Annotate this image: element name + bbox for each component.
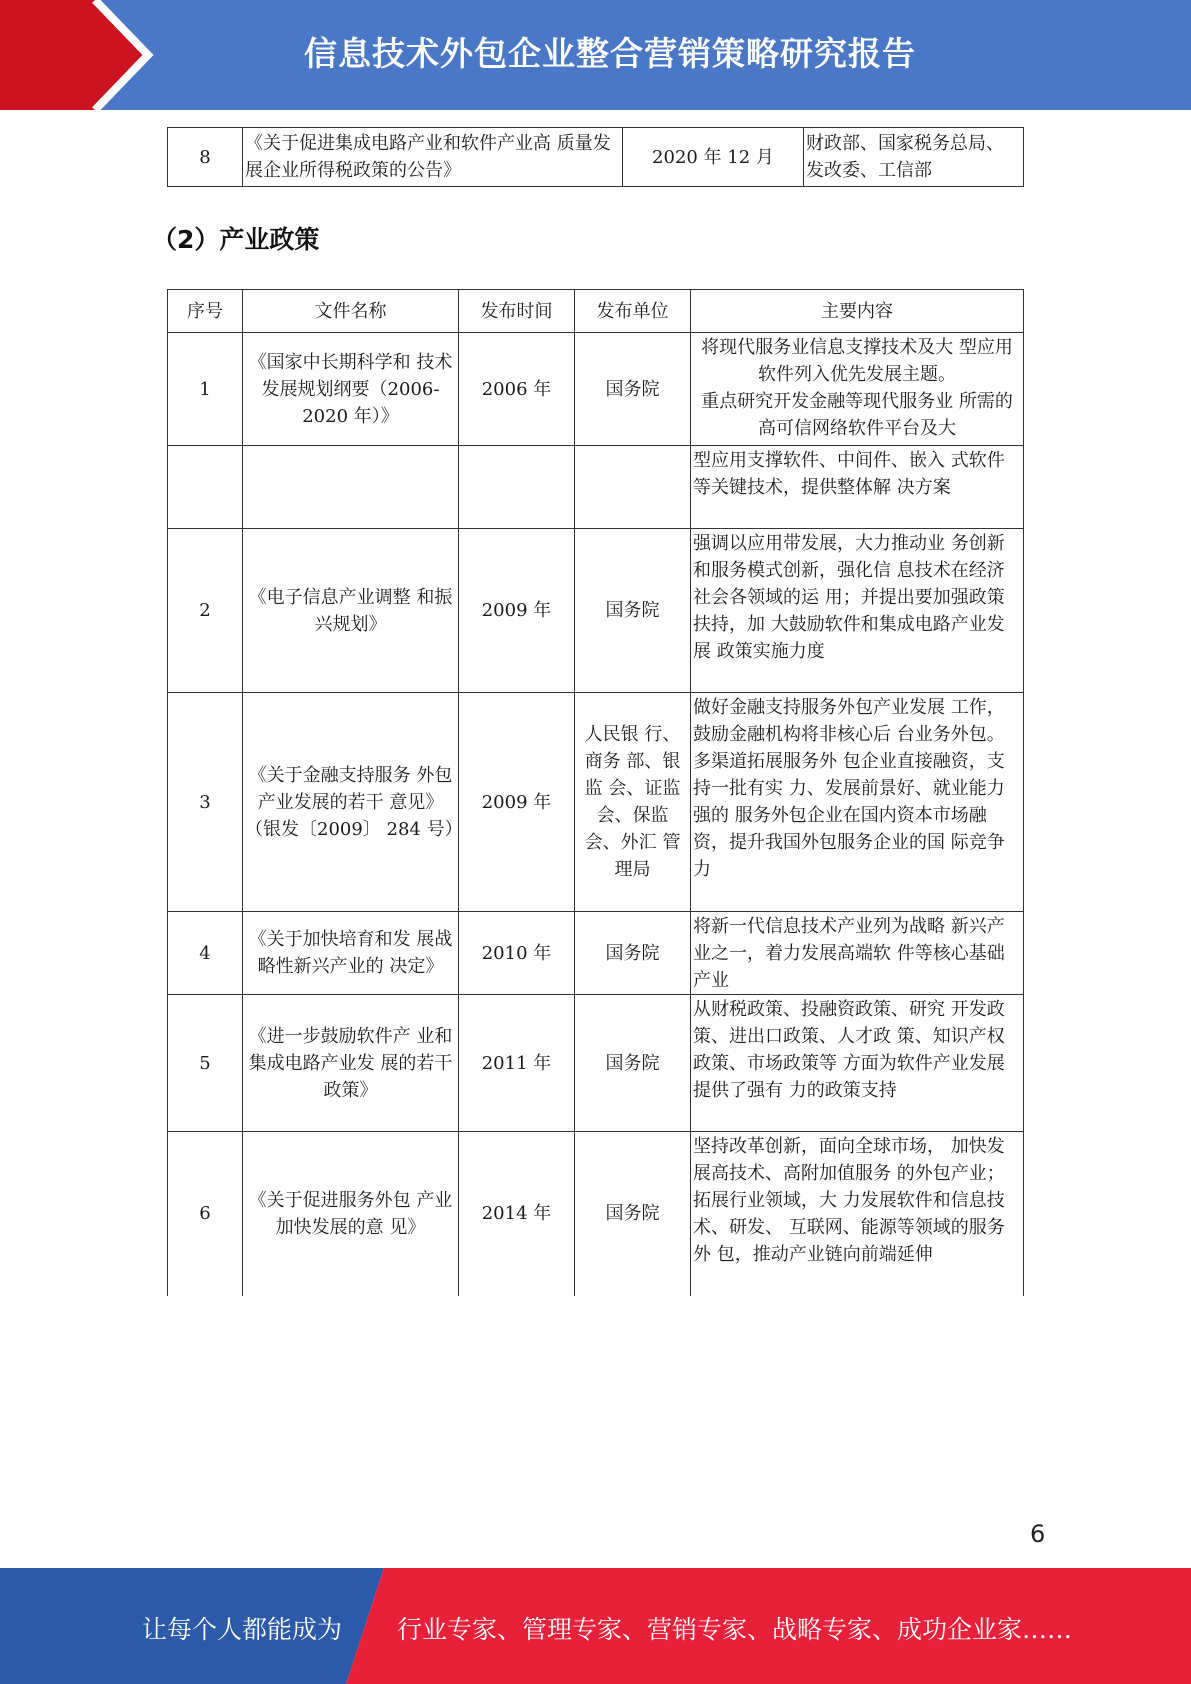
release-date: 2011 年 xyxy=(459,995,575,1132)
table-row xyxy=(168,333,1024,446)
table-row xyxy=(168,1132,1024,1296)
issuing-agency: 国务院 xyxy=(575,333,691,446)
industry-policy-table xyxy=(167,289,1024,1296)
main-content: 坚持改革创新，面向全球市场， 加快发展高技术、高附加值服务 的外包产业；拓展行业领域，大 力发展软件和信息技术、研发、 互联网、能源等领域的服务外 包，推动产业链向前端延伸 xyxy=(691,1132,1024,1296)
tax-policy-table-continuation xyxy=(167,127,1024,187)
row-number xyxy=(168,446,243,529)
page-footer xyxy=(0,1568,1191,1684)
page-number: 6 xyxy=(1030,1520,1046,1548)
document-name: 《进一步鼓励软件产 业和集成电路产业发 展的若干政策》 xyxy=(243,995,459,1132)
table-row xyxy=(168,446,1024,529)
issuing-agency: 国务院 xyxy=(575,995,691,1132)
document-name xyxy=(243,446,459,529)
header-chevron-decoration xyxy=(0,0,200,110)
document-name: 《国家中长期科学和 技术发展规划纲要（2006-2020 年）》 xyxy=(243,333,459,446)
issuing-agency: 人民银 行、商务 部、银监 会、证监 会、保监 会、外汇 管理局 xyxy=(575,693,691,912)
header-name: 文件名称 xyxy=(243,290,459,333)
release-date: 2010 年 xyxy=(459,912,575,995)
row-number: 2 xyxy=(168,529,243,693)
issuing-agency: 国务院 xyxy=(575,1132,691,1296)
main-content: 做好金融支持服务外包产业发展 工作，鼓励金融机构将非核心后 台业务外包。多渠道拓展服务外 包企业直接融资，支持一批有实 力、发展前景好、就业能力强的 服务外包企业在国内资本市场融 资，提升我国外包服务企业的国 际竞争力 xyxy=(691,693,1024,912)
release-date: 2020 年 12 月 xyxy=(623,128,804,187)
table-header-row xyxy=(168,290,1024,333)
header-content: 主要内容 xyxy=(691,290,1024,333)
row-number: 6 xyxy=(168,1132,243,1296)
release-date: 2006 年 xyxy=(459,333,575,446)
release-date: 2014 年 xyxy=(459,1132,575,1296)
release-date: 2009 年 xyxy=(459,693,575,912)
document-name: 《电子信息产业调整 和振兴规划》 xyxy=(243,529,459,693)
report-title: 信息技术外包企业整合营销策略研究报告 xyxy=(304,34,916,73)
row-number: 5 xyxy=(168,995,243,1132)
page-header xyxy=(0,0,1191,110)
main-content-part: 将现代服务业信息支撑技术及大 型应用软件列入优先发展主题。 xyxy=(701,337,1013,385)
footer-slogan-right: 行业专家、管理专家、营销专家、战略专家、成功企业家…… xyxy=(397,1615,1073,1644)
row-number: 1 xyxy=(168,333,243,446)
row-number: 4 xyxy=(168,912,243,995)
table-row xyxy=(168,912,1024,995)
footer-slogan-left: 让每个人都能成为 xyxy=(142,1615,343,1644)
issuing-agency: 财政部、国家税务总局、发改委、工信部 xyxy=(804,128,1024,187)
row-number: 3 xyxy=(168,693,243,912)
header-no: 序号 xyxy=(168,290,243,333)
issuing-agency: 国务院 xyxy=(575,529,691,693)
main-content-part: 重点研究开发金融等现代服务业 所需的高可信网络软件平台及大 xyxy=(701,391,1013,439)
main-content xyxy=(691,333,1024,446)
document-name: 《关于金融支持服务 外包产业发展的若干 意见》（银发〔2009〕 284 号） xyxy=(243,693,459,912)
table-row xyxy=(168,529,1024,693)
release-date: 2009 年 xyxy=(459,529,575,693)
section-heading-industry-policy: （2）产业政策 xyxy=(152,225,320,254)
table-row xyxy=(168,128,1024,187)
document-name: 《关于促进集成电路产业和软件产业高 质量发展企业所得税政策的公告》 xyxy=(243,128,623,187)
main-content: 型应用支撑软件、中间件、嵌入 式软件等关键技术，提供整体解 决方案 xyxy=(691,446,1024,529)
release-date xyxy=(459,446,575,529)
row-number: 8 xyxy=(168,128,243,187)
document-name: 《关于加快培育和发 展战略性新兴产业的 决定》 xyxy=(243,912,459,995)
main-content: 从财税政策、投融资政策、研究 开发政策、进出口政策、人才政 策、知识产权政策、市场政策等 方面为软件产业发展提供了强有 力的政策支持 xyxy=(691,995,1024,1132)
table-row xyxy=(168,995,1024,1132)
header-issuer: 发布单位 xyxy=(575,290,691,333)
main-content: 将新一代信息技术产业列为战略 新兴产业之一，着力发展高端软 件等核心基础产业 xyxy=(691,912,1024,995)
issuing-agency xyxy=(575,446,691,529)
document-name: 《关于促进服务外包 产业加快发展的意 见》 xyxy=(243,1132,459,1296)
issuing-agency: 国务院 xyxy=(575,912,691,995)
main-content: 强调以应用带发展，大力推动业 务创新和服务模式创新，强化信 息技术在经济社会各领域的运 用；并提出要加强政策扶持，加 大鼓励软件和集成电路产业发展 政策实施力度 xyxy=(691,529,1024,693)
header-date: 发布时间 xyxy=(459,290,575,333)
table-row xyxy=(168,693,1024,912)
